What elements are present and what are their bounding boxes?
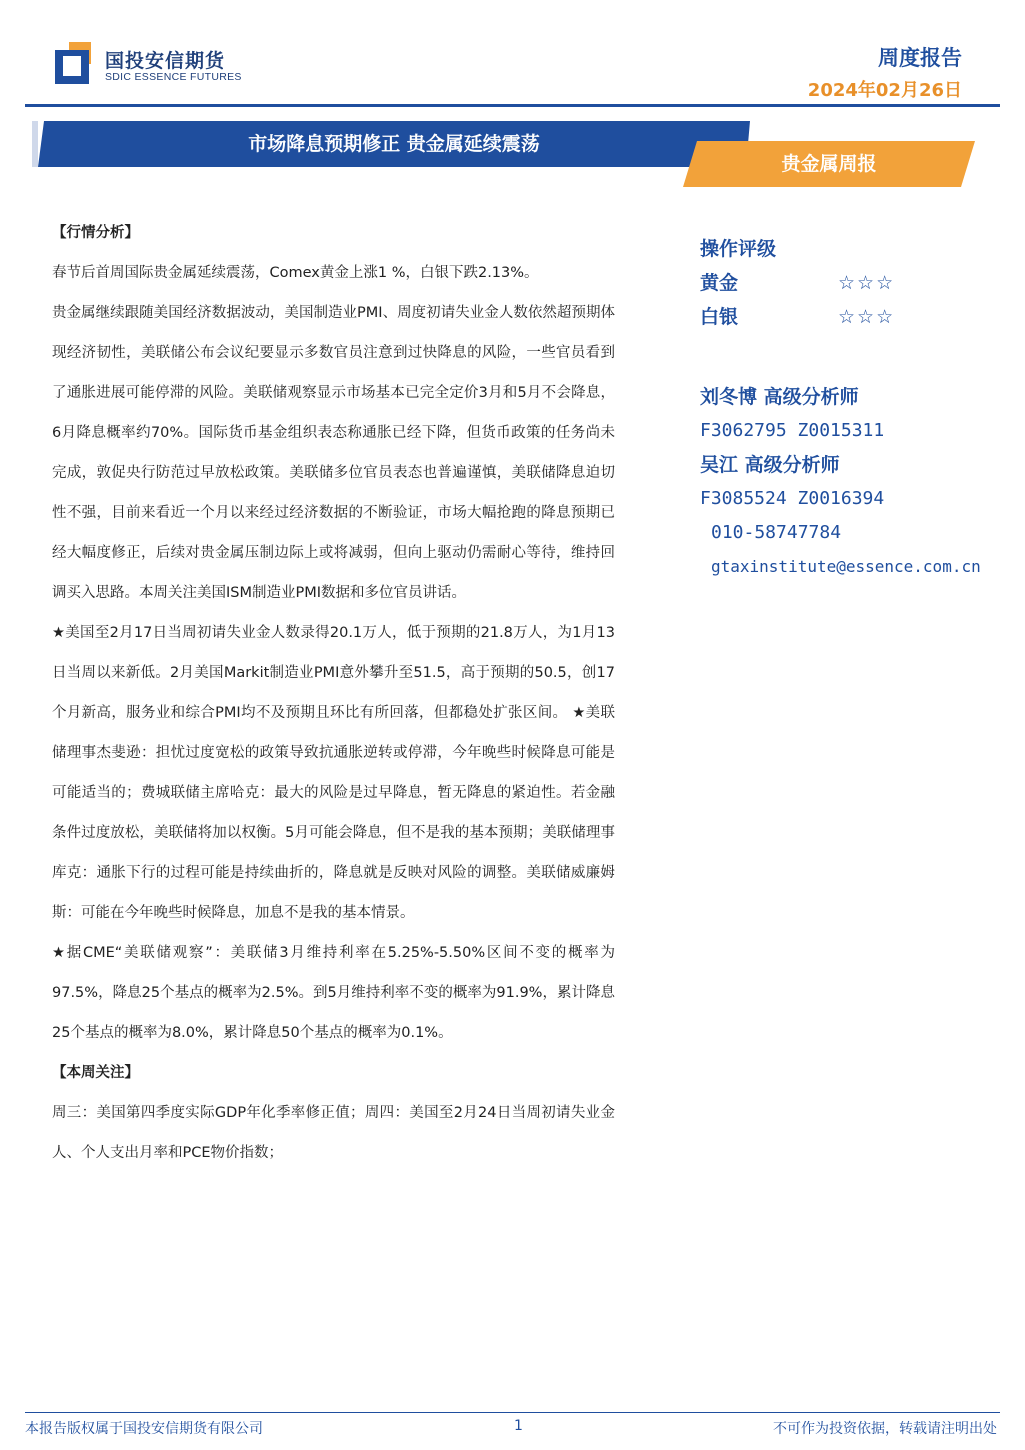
header-divider — [25, 104, 1000, 107]
analyst-certificate: F3062795 Z0015311 — [700, 420, 885, 441]
report-date: 2024年02月26日 — [807, 80, 962, 101]
analyst-info — [700, 380, 1020, 584]
contact-phone: 010-58747784 — [711, 522, 842, 543]
report-body — [52, 213, 615, 1173]
side-panel — [700, 232, 1020, 584]
footer-divider — [25, 1412, 1000, 1413]
report-title: 市场降息预期修正 贵金属延续震荡 — [248, 133, 540, 155]
page-number: 1 — [514, 1418, 523, 1434]
report-type: 周度报告 — [878, 46, 962, 70]
rating-label: 白银 — [700, 306, 739, 328]
copyright-notice: 本报告版权属于国投安信期货有限公司 — [25, 1421, 263, 1437]
logo-english-name: SDIC ESSENCE FUTURES — [105, 71, 242, 83]
logo-mark-icon — [55, 42, 97, 84]
paragraph: 贵金属继续跟随美国经济数据波动，美国制造业PMI、周度初请失业金人数依然超预期体现经济韧性，美联储公布会议纪要显示多数官员注意到过快降息的风险，一些官员看到了通胀进展可能停滞的风险。美联储观察显示市场基本已完全定价3月和5月不会降息，6月降息概率约70%。国际货币基金组织表态称通胀已经下降，但货币政策的任务尚未完成，敦促央行防范过早放松政策。美联储多位官员表态也普遍谨慎，美联储降息迫切性不强，目前来看近一个月以来经过经济数据的不断验证，市场大幅抢跑的降息预期已经大幅度修正，后续对贵金属压制边际上或将减弱，但向上驱动仍需耐心等待，维持回调买入思路。本周关注美国ISM制造业PMI数据和多位官员讲话。 — [52, 305, 615, 601]
contact-email[interactable]: gtaxinstitute@essence.com.cn — [711, 557, 981, 576]
paragraph: 春节后首周国际贵金属延续震荡，Comex黄金上涨1 %，白银下跌2.13%。 — [52, 265, 539, 281]
disclaimer: 不可作为投资依据，转载请注明出处 — [773, 1421, 997, 1437]
rating-label: 黄金 — [700, 272, 739, 294]
section-heading-focus: 【本周关注】 — [52, 1065, 139, 1081]
analyst-certificate: F3085524 Z0016394 — [700, 488, 885, 509]
analyst-name: 吴江 高级分析师 — [700, 454, 840, 476]
rating-row-silver — [700, 300, 1020, 334]
paragraph: 周三：美国第四季度实际GDP年化季率修正值；周四：美国至2月24日当周初请失业金人、个人支出月率和PCE物价指数； — [52, 1105, 615, 1161]
rating-title: 操作评级 — [700, 238, 777, 260]
report-subtitle: 贵金属周报 — [781, 153, 877, 175]
paragraph: ★据CME“美联储观察”：美联储3月维持利率在5.25%-5.50%区间不变的概率为97.5%，降息25个基点的概率为2.5%。到5月维持利率不变的概率为91.9%，累计降息25个基点的概率为8.0%，累计降息50个基点的概率为0.1%。 — [52, 945, 615, 1041]
logo-chinese-name: 国投安信期货 — [105, 51, 226, 72]
rating-row-gold — [700, 266, 1020, 300]
star-rating-icon: ☆☆☆ — [838, 306, 896, 328]
star-rating-icon: ☆☆☆ — [838, 272, 896, 294]
paragraph: ★美国至2月17日当周初请失业金人数录得20.1万人，低于预期的21.8万人，为1月13日当周以来新低。2月美国Markit制造业PMI意外攀升至51.5，高于预期的50.5，创17个月新高，服务业和综合PMI均不及预期且环比有所回落，但都稳处扩张区间。 ★美联储理事杰斐逊：担忧过度宽松的政策导致抗通胀逆转或停滞，今年晚些时候降息可能是可能适当的；费城联储主席哈克：最大的风险是过早降息，暂无降息的紧迫性。若金融条件过度放松，美联储将加以权衡。5月可能会降息，但不是我的基本预期；美联储理事库克：通胀下行的过程可能是持续曲折的，降息就是反映对风险的调整。美联储威廉姆斯：可能在今年晚些时候降息，加息不是我的基本情景。 — [52, 625, 615, 921]
analyst-name: 刘冬博 高级分析师 — [700, 386, 859, 408]
section-heading-analysis: 【行情分析】 — [52, 225, 139, 241]
company-logo — [55, 40, 242, 88]
